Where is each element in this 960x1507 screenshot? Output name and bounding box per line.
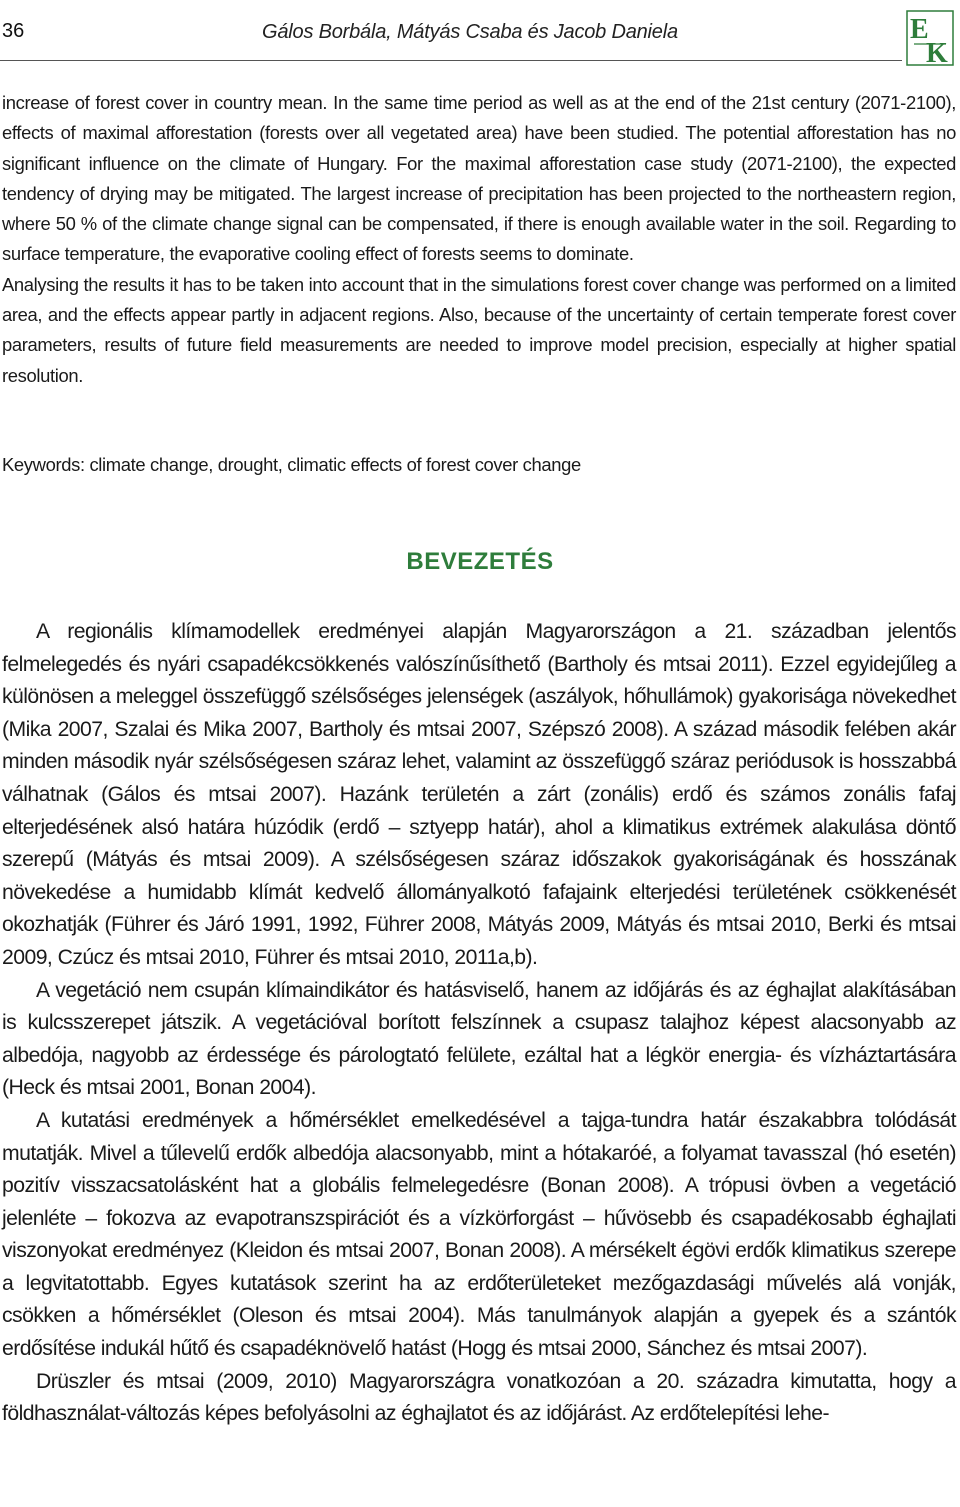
section-title: BEVEZETÉS [406,548,554,575]
body-paragraph-1: A regionális klímamodellek eredményei alapján Magyarországon a 21. században jelentős felmelegedés és nyári csapadékcsökkenés valószínűsíthető (Bartholy és mtsai 2011). Ezzel egyidejűleg a különösen a meleggel összefüggő szélsőséges jelenségek (aszályok, hőhullámok) gyakorisága növekedhet (Mika 2007, Szalai és Mika 2007, Bartholy és mtsai 2007, Szépszó 2008). A század második felében akár minden második nyár szélsőségesen száraz lehet, valamint az összefüggő száraz periódusok is hosszabbá válhatnak (Gálos és mtsai 2007). Hazánk területén a zárt (zonális) erdő és számos zonális fafaj elterjedésének alsó határa húzódik (erdő – sztyepp határ), ahol a klimatikus extrémek alakulása döntő szerepű (Mátyás és mtsai 2009). A szélsőségesen száraz időszakok gyakoriságának és hosszának növekedése a humidabb klímát kedvelő állományalkotó fafajaink elterjedési területének csökkenését okozhatják (Führer és Járó 1991, 1992, Führer 2008, Mátyás 2009, Mátyás és mtsai 2010, Berki és mtsai 2009, Czúcz és mtsai 2010, Führer és mtsai 2010, 2011a,b). [2,620,956,969]
journal-logo [906,10,954,66]
body-paragraph-3: A kutatási eredmények a hőmérséklet emelkedésével a tajga-tundra határ északabbra tolódását mutatják. Mivel a tűlevelű erdők albedója alacsonyabb, mint a hótakaróé, a folyamat tavasszal (hó esetén) pozitív visszacsatolásként hat a globális felmelegedésre (Bonan 2008). A trópusi övben a vegetáció jelenléte – fokozva az evapotranszspirációt és a vízkörforgást – hűvösebb és csapadékosabb éghajlati viszonyokat eredményez (Kleidon és mtsai 2007, Bonan 2008). A mérsékelt égövi erdők klimatikus szerepe a legvitatottabb. Egyes kutatások szerint ha az erdőterületeket mezőgazdasági művelés alá vonják, csökken a hőmérséklet (Oleson és mtsai 2004). Más tanulmányok alapján a gyepek és a szántók erdősítése indukál hűtő és csapadéknövelő hatást (Hogg és mtsai 2000, Sánchez és mtsai 2007). [2,1108,956,1361]
body-paragraph-4: Drüszler és mtsai (2009, 2010) Magyarországra vonatkozóan a 20. századra kimutatta, hogy a földhasználat-változás képes befolyásolni az éghajlatot és az időjárást. Az erdőtelepítési lehe- [2,1369,956,1426]
page-number: 36 [2,20,25,42]
header-rule [0,60,902,61]
abstract [2,88,956,391]
svg-text:E: E [910,14,929,45]
keywords: Keywords: climate change, drought, climatic effects of forest cover change [2,454,581,475]
body-text [2,616,956,1431]
body-paragraph-2: A vegetáció nem csupán klímaindikátor és hatásviselő, hanem az időjárás és az éghajlat alakításában is kulcsszerepet játszik. A vegetációval borított felszínnek a csupasz talajhoz képest alacsonyabb az albedója, nagyobb az érdessége és párologtató felülete, ezáltal hat a légkör energia- és vízháztartására (Heck és mtsai 2001, Bonan 2004). [2,978,956,1100]
abstract-paragraph-1: increase of forest cover in country mean. In the same time period as well as at the end of the 21st century (2071-2100), effects of maximal afforestation (forests over all vegetated area) have been studied. The potential afforestation has no significant influence on the climate of Hungary. For the maximal afforestation case study (2071-2100), the expected tendency of drying may be mitigated. The largest increase of precipitation has been projected to the northeastern region, where 50 % of the climate change signal can be compensated, if there is enough available water in the soil. Regarding to surface temperature, the evaporative cooling effect of forests seems to dominate. [2,92,956,265]
abstract-paragraph-2: Analysing the results it has to be taken into account that in the simulations forest cover change was performed on a limited area, and the effects appear partly in adjacent regions. Also, because of the uncertainty of certain temperate forest cover parameters, results of future field measurements are needed to improve model precision, especially at higher spatial resolution. [2,273,956,386]
running-head: Gálos Borbála, Mátyás Csaba és Jacob Daniela [262,21,678,43]
svg-text:K: K [926,38,948,66]
